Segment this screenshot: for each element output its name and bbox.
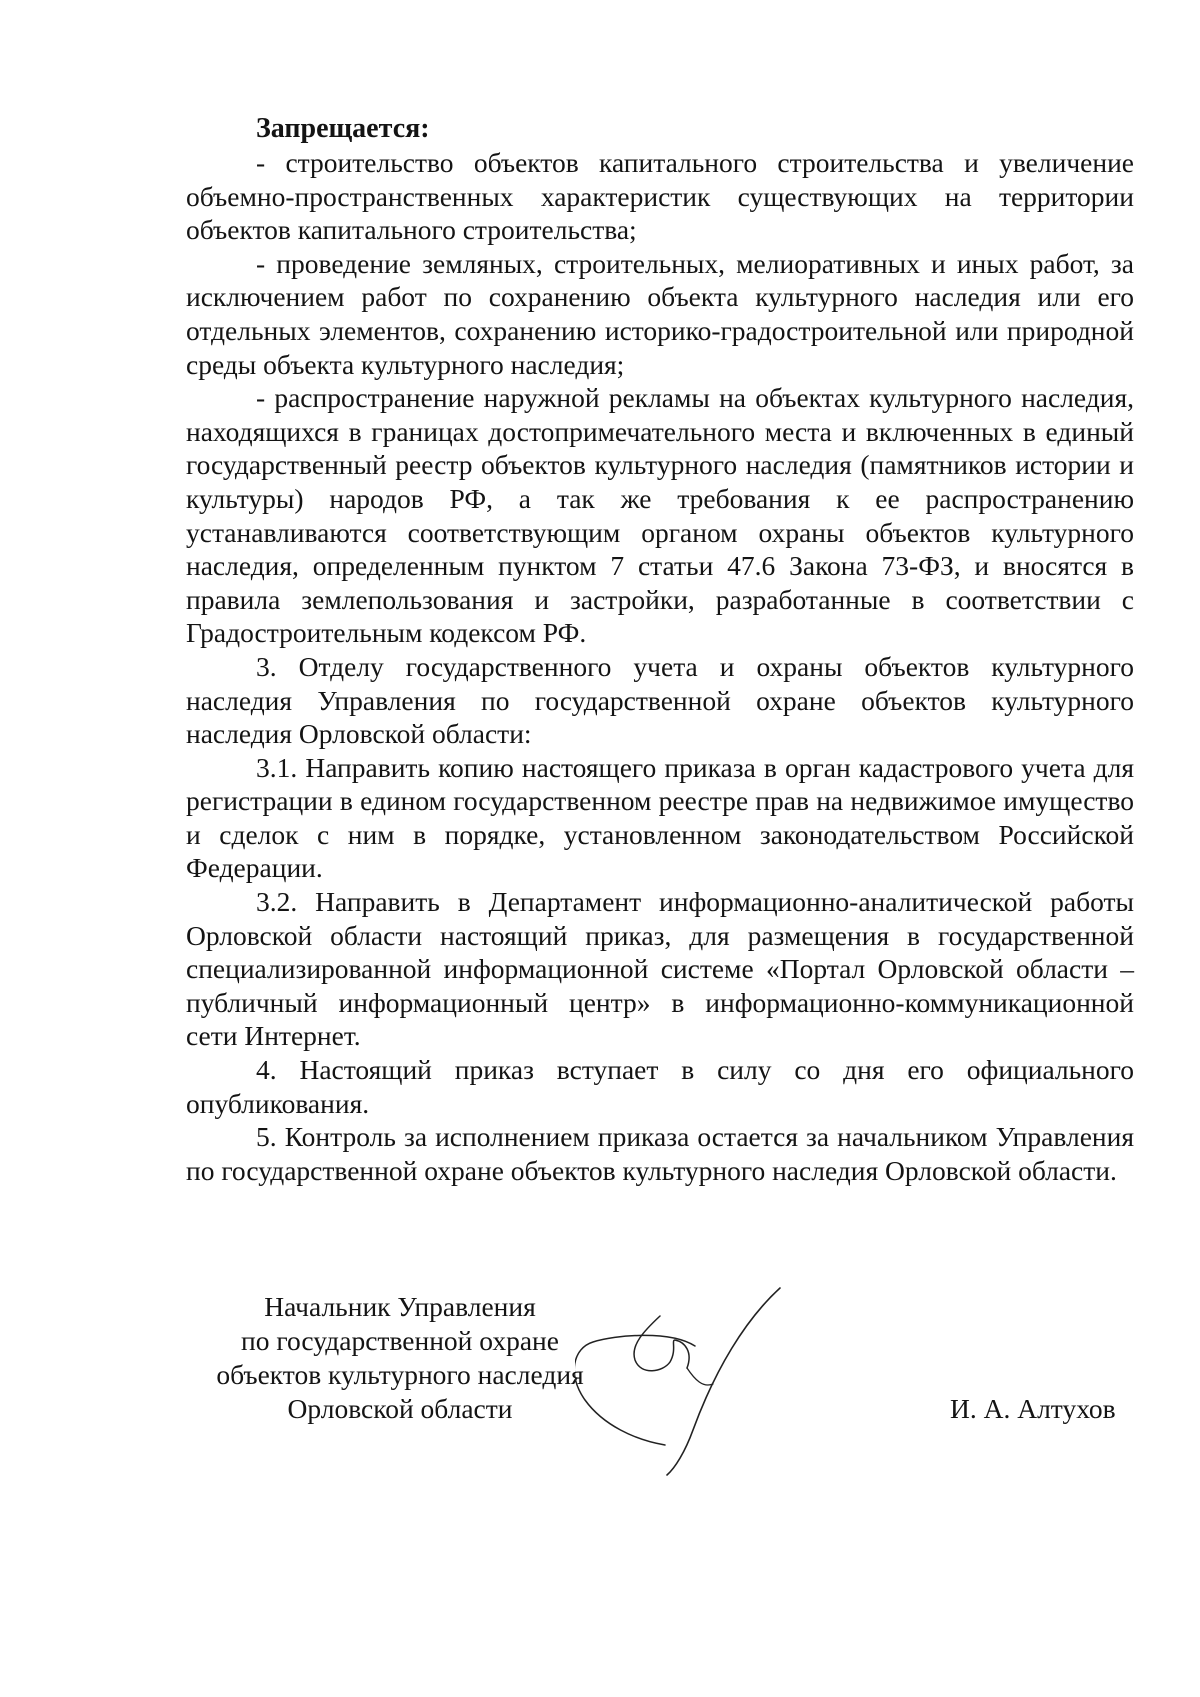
document-body xyxy=(186,112,1134,1187)
prohibitions-heading: Запрещается: xyxy=(256,113,430,144)
handwritten-signature xyxy=(575,1280,875,1480)
paragraph-advertising-ban: - распространение наружной рекламы на объектах культурного наследия, находящихся в границах достопримечательного места и включенных в единый государственный реестр объектов культурного наследия (памятников истории и культуры) народов РФ, а так же требования к ее распространению устанавливаются соответствующим органом охраны объектов культурного наследия, определенным пунктом 7 статьи 47.6 Закона 73-ФЗ, и вносятся в правила землепользования и застройки, разработанные в соответствии с Градостроительным кодексом РФ. xyxy=(186,382,1134,649)
paragraph-construction-ban: - строительство объектов капитального строительства и увеличение объемно-пространственных характеристик существующих на территории объектов капитального строительства; xyxy=(186,147,1134,246)
signatory-title xyxy=(190,1290,610,1426)
paragraph-item-3: 3. Отделу государственного учета и охраны объектов культурного наследия Управления по государственной охране объектов культурного наследия Орловской области: xyxy=(186,650,1134,750)
signatory-name: И. А. Алтухов xyxy=(950,1393,1116,1424)
signatory-title-line: Начальник Управления xyxy=(264,1291,536,1322)
paragraph-works-ban: - проведение земляных, строительных, мелиоративных и иных работ, за исключением работ по сохранению объекта культурного наследия или его отдельных элементов, сохранению историко-градостроительной или природной среды объекта культурного наследия; xyxy=(186,247,1134,380)
paragraph-item-3-2: 3.2. Направить в Департамент информационно-аналитической работы Орловской области настоящий приказ, для размещения в государственной специализированной информационной системе «Портал Орловской области – публичный информационный центр» в информационно-коммуникационной сети Интернет. xyxy=(186,886,1134,1052)
paragraph-item-3-1: 3.1. Направить копию настоящего приказа в орган кадастрового учета для регистрации в едином государственном реестре прав на недвижимое имущество и сделок с ним в порядке, установленном законодательством Российской Федерации. xyxy=(186,751,1134,884)
paragraph-item-4: 4. Настоящий приказ вступает в силу со дня его официального опубликования. xyxy=(186,1054,1134,1119)
signatory-title-line: по государственной охране xyxy=(241,1325,559,1356)
signatory-title-line: Орловской области xyxy=(287,1393,513,1424)
signatory-title-line: объектов культурного наследия xyxy=(216,1359,584,1390)
paragraph-item-5: 5. Контроль за исполнением приказа остается за начальником Управления по государственной охране объектов культурного наследия Орловской области. xyxy=(186,1121,1134,1186)
